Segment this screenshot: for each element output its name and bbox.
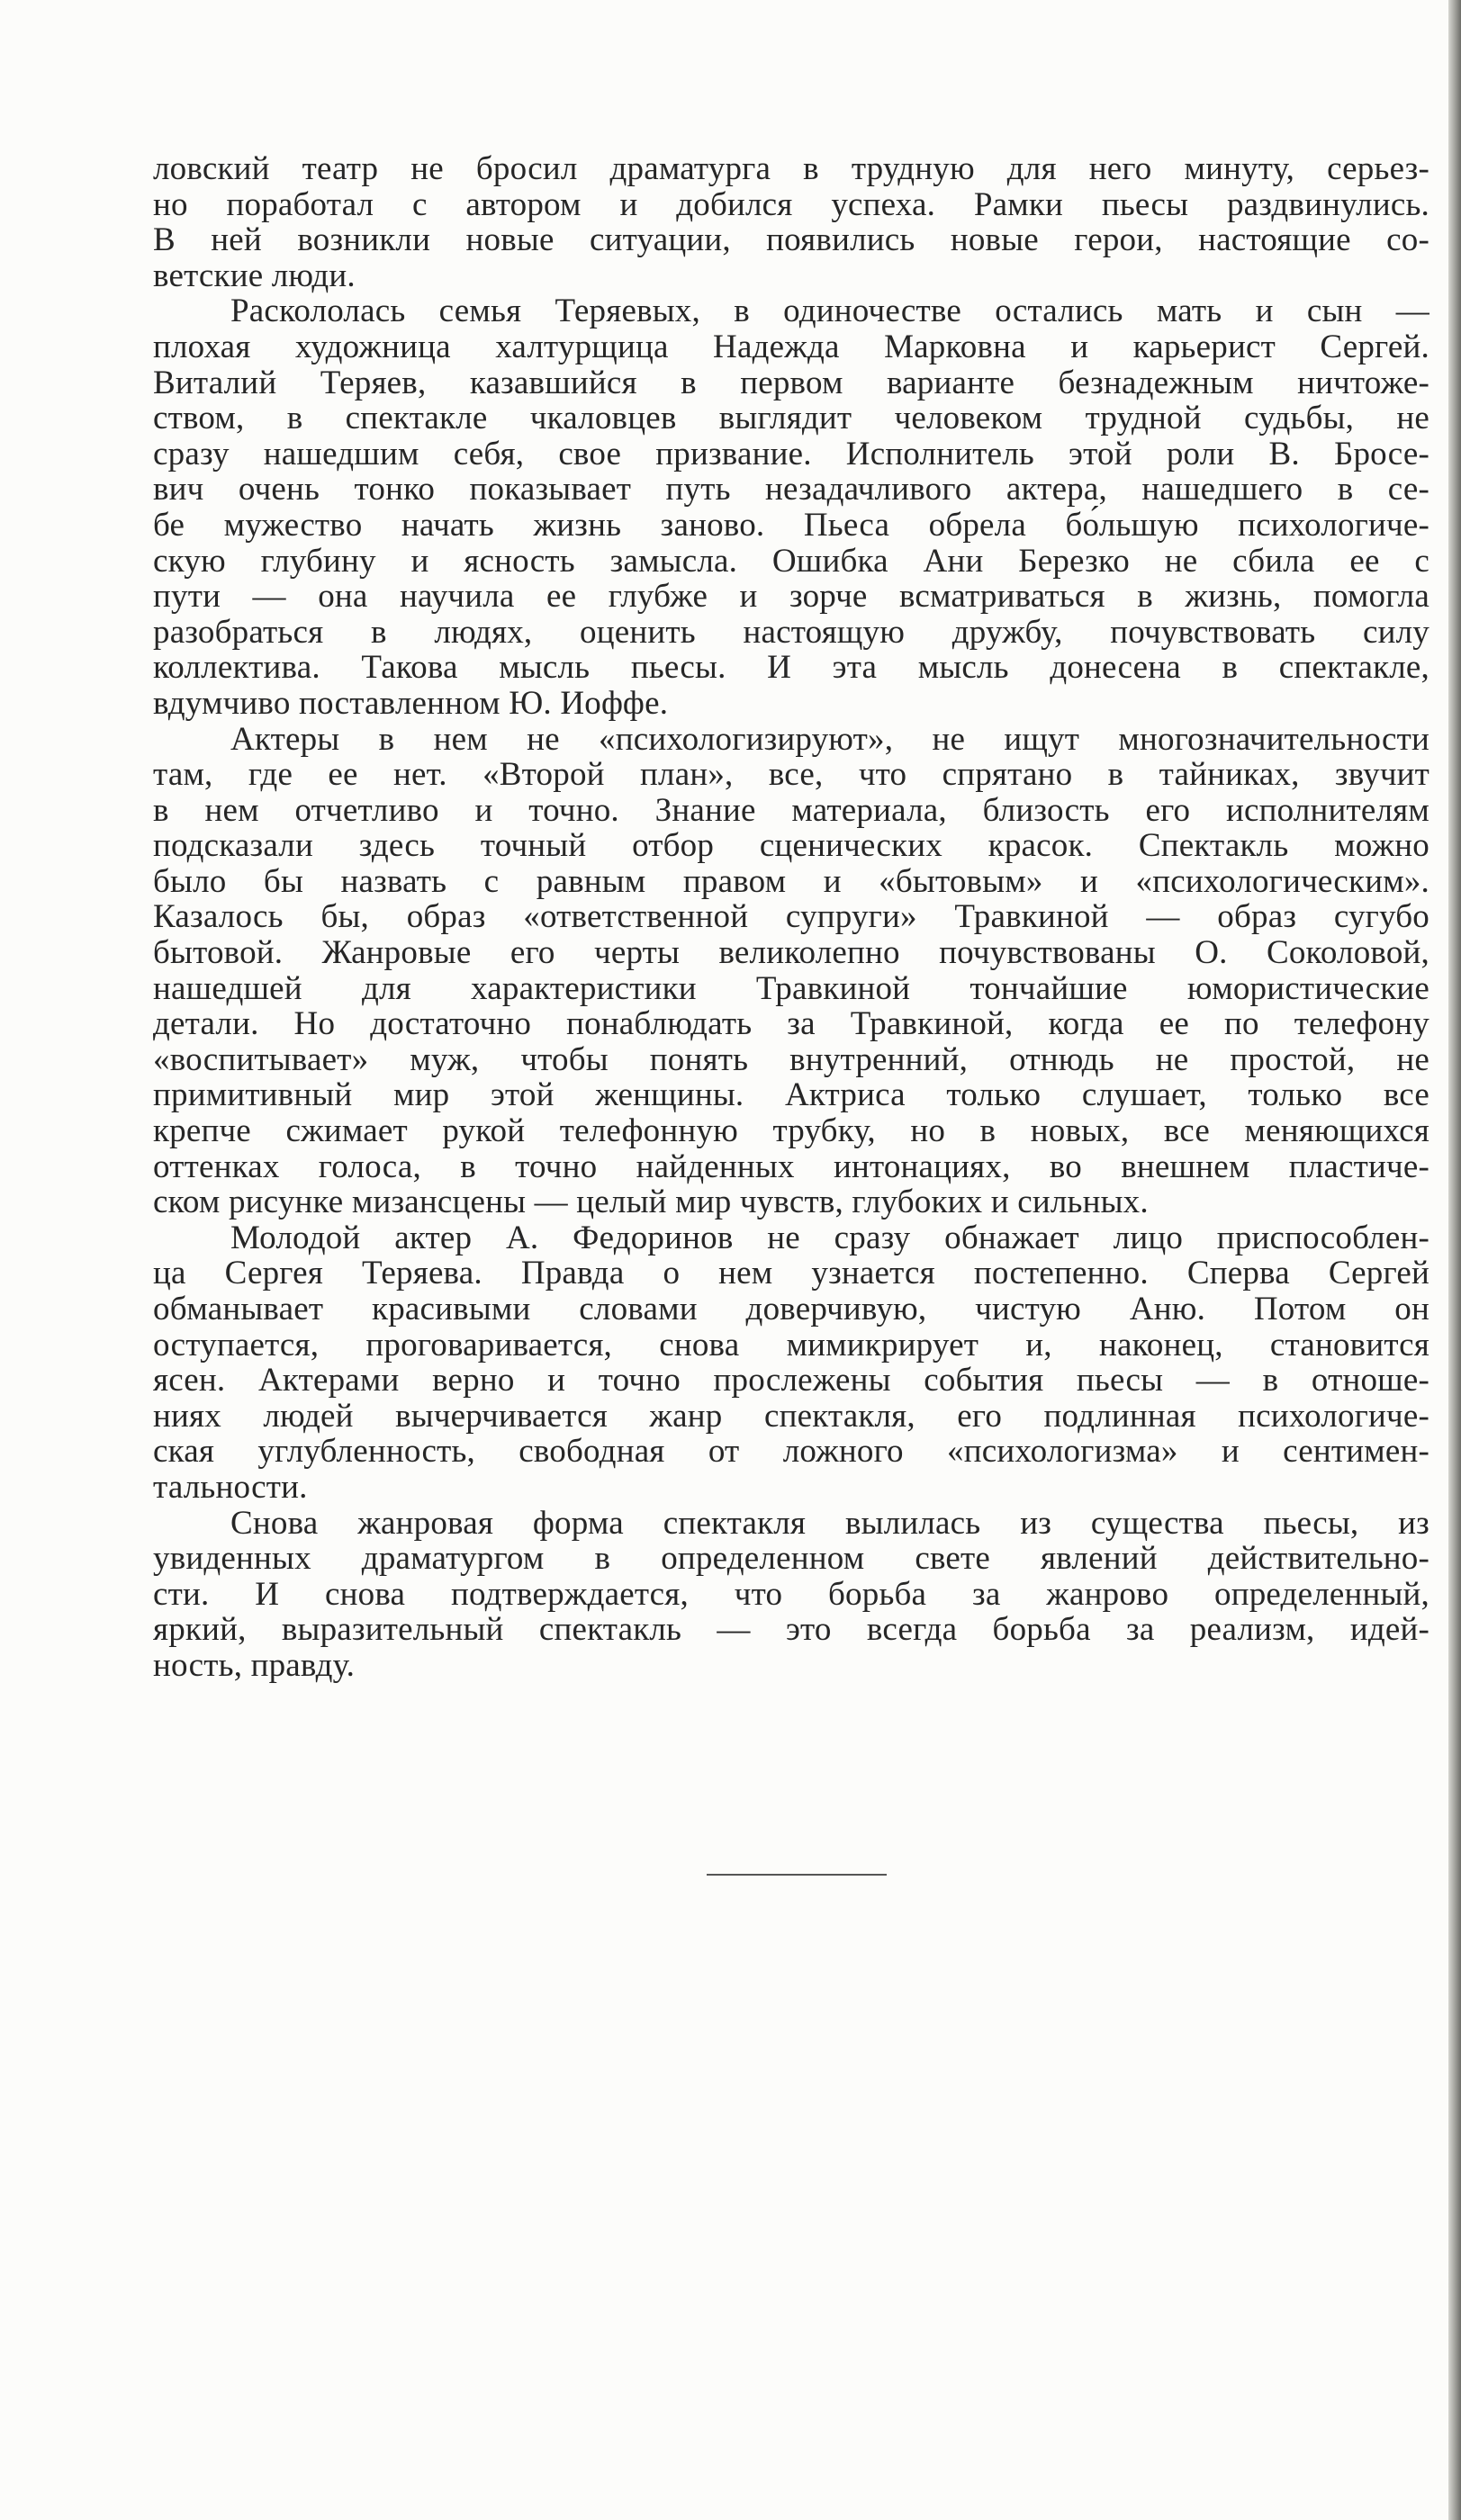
section-divider	[707, 1874, 887, 1876]
text-line: ловский театр не бросил драматурга в трудную для него минуту, серьез-	[153, 150, 1429, 187]
text-line: коллектива. Такова мысль пьесы. И эта мысль донесена в спектакле,	[153, 649, 1429, 687]
text-line: бе мужество начать жизнь заново. Пьеса обрела бо́льшую психологиче-	[153, 506, 1429, 544]
text-line: яркий, выразительный спектакль — это всегда борьба за реализм, идей-	[153, 1611, 1429, 1649]
text-line: скую глубину и ясность замысла. Ошибка Ани Березко не сбила ее с	[153, 542, 1429, 580]
text-line: ством, в спектакле чкаловцев выглядит человеком трудной судьбы, не	[153, 400, 1429, 437]
text-line: сти. И снова подтверждается, что борьба за жанрово определенный,	[153, 1575, 1429, 1613]
text-line: Казалось бы, образ «ответственной супруги» Травкиной — образ сугубо	[153, 898, 1429, 936]
text-line: Раскололась семья Теряевых, в одиночестве остались мать и сын —	[230, 292, 1429, 330]
text-line: ца Сергея Теряева. Правда о нем узнается постепенно. Сперва Сергей	[153, 1255, 1429, 1292]
paragraph	[153, 293, 1429, 721]
text-line: Виталий Теряев, казавшийся в первом варианте безнадежным ничтоже-	[153, 364, 1429, 401]
text-line: было бы назвать с равным правом и «бытовым» и «психологическим».	[153, 862, 1429, 900]
paragraph	[153, 1506, 1429, 1684]
paragraph	[153, 1220, 1429, 1506]
text-line: сразу нашедшим себя, свое призвание. Исполнитель этой роли В. Бросе-	[153, 435, 1429, 472]
paragraph	[153, 722, 1429, 1220]
text-line: ниях людей вычерчивается жанр спектакля, его подлинная психологиче-	[153, 1397, 1429, 1435]
text-line: Молодой актер А. Федоринов не сразу обнажает лицо приспособлен-	[230, 1219, 1429, 1256]
text-line: В ней возникли новые ситуации, появились новые герои, настоящие со-	[153, 221, 1429, 259]
text-line: бытовой. Жанровые его черты великолепно почувствованы О. Соколовой,	[153, 934, 1429, 972]
text-line: примитивный мир этой женщины. Актриса только слушает, только все	[153, 1076, 1429, 1114]
text-line: подсказали здесь точный отбор сценических красок. Спектакль можно	[153, 827, 1429, 865]
text-line: обманывает красивыми словами доверчивую, чистую Аню. Потом он	[153, 1291, 1429, 1328]
text-line: вдумчиво поставленном Ю. Иоффе.	[153, 684, 669, 722]
text-line: оттенках голоса, в точно найденных интонациях, во внешнем пластиче-	[153, 1148, 1429, 1185]
text-line: ясен. Актерами верно и точно прослежены события пьесы — в отноше-	[153, 1362, 1429, 1400]
text-line: увиденных драматургом в определенном свете явлений действительно-	[153, 1540, 1429, 1578]
paragraph	[153, 151, 1429, 293]
page-edge-shadow	[1448, 0, 1461, 2520]
text-line: но поработал с автором и добился успеха. Рамки пьесы раздвинулись.	[153, 185, 1429, 223]
article-text	[153, 151, 1429, 1684]
text-line: разобраться в людях, оценить настоящую дружбу, почувствовать силу	[153, 613, 1429, 651]
text-line: там, где ее нет. «Второй план», все, что спрятано в тайниках, звучит	[153, 756, 1429, 794]
text-line: в нем отчетливо и точно. Знание материала, близость его исполнителям	[153, 791, 1429, 829]
text-line: «воспитывает» муж, чтобы понять внутренний, отнюдь не простой, не	[153, 1040, 1429, 1078]
text-line: оступается, проговаривается, снова мимикрирует и, наконец, становится	[153, 1326, 1429, 1364]
text-line: нашедшей для характеристики Травкиной тончайшие юмористические	[153, 969, 1429, 1007]
text-line: ветские люди.	[153, 256, 356, 294]
text-line: плохая художница халтурщица Надежда Марковна и карьерист Сергей.	[153, 328, 1429, 365]
text-line: тальности.	[153, 1468, 308, 1506]
text-line: ность, правду.	[153, 1646, 356, 1684]
text-line: крепче сжимает рукой телефонную трубку, но в новых, все меняющихся	[153, 1112, 1429, 1150]
text-line: Актеры в нем не «психологизируют», не ищут многозначительности	[230, 720, 1429, 758]
text-line: ском рисунке мизансцены — целый мир чувств, глубоких и сильных.	[153, 1184, 1149, 1221]
text-line: детали. Но достаточно понаблюдать за Травкиной, когда ее по телефону	[153, 1005, 1429, 1043]
text-line: ская углубленность, свободная от ложного «психологизма» и сентимен-	[153, 1433, 1429, 1471]
text-line: Снова жанровая форма спектакля вылилась из существа пьесы, из	[230, 1504, 1429, 1542]
text-line: вич очень тонко показывает путь незадачливого актера, нашедшего в се-	[153, 471, 1429, 508]
text-line: пути — она научила ее глубже и зорче всматриваться в жизнь, помогла	[153, 578, 1429, 616]
